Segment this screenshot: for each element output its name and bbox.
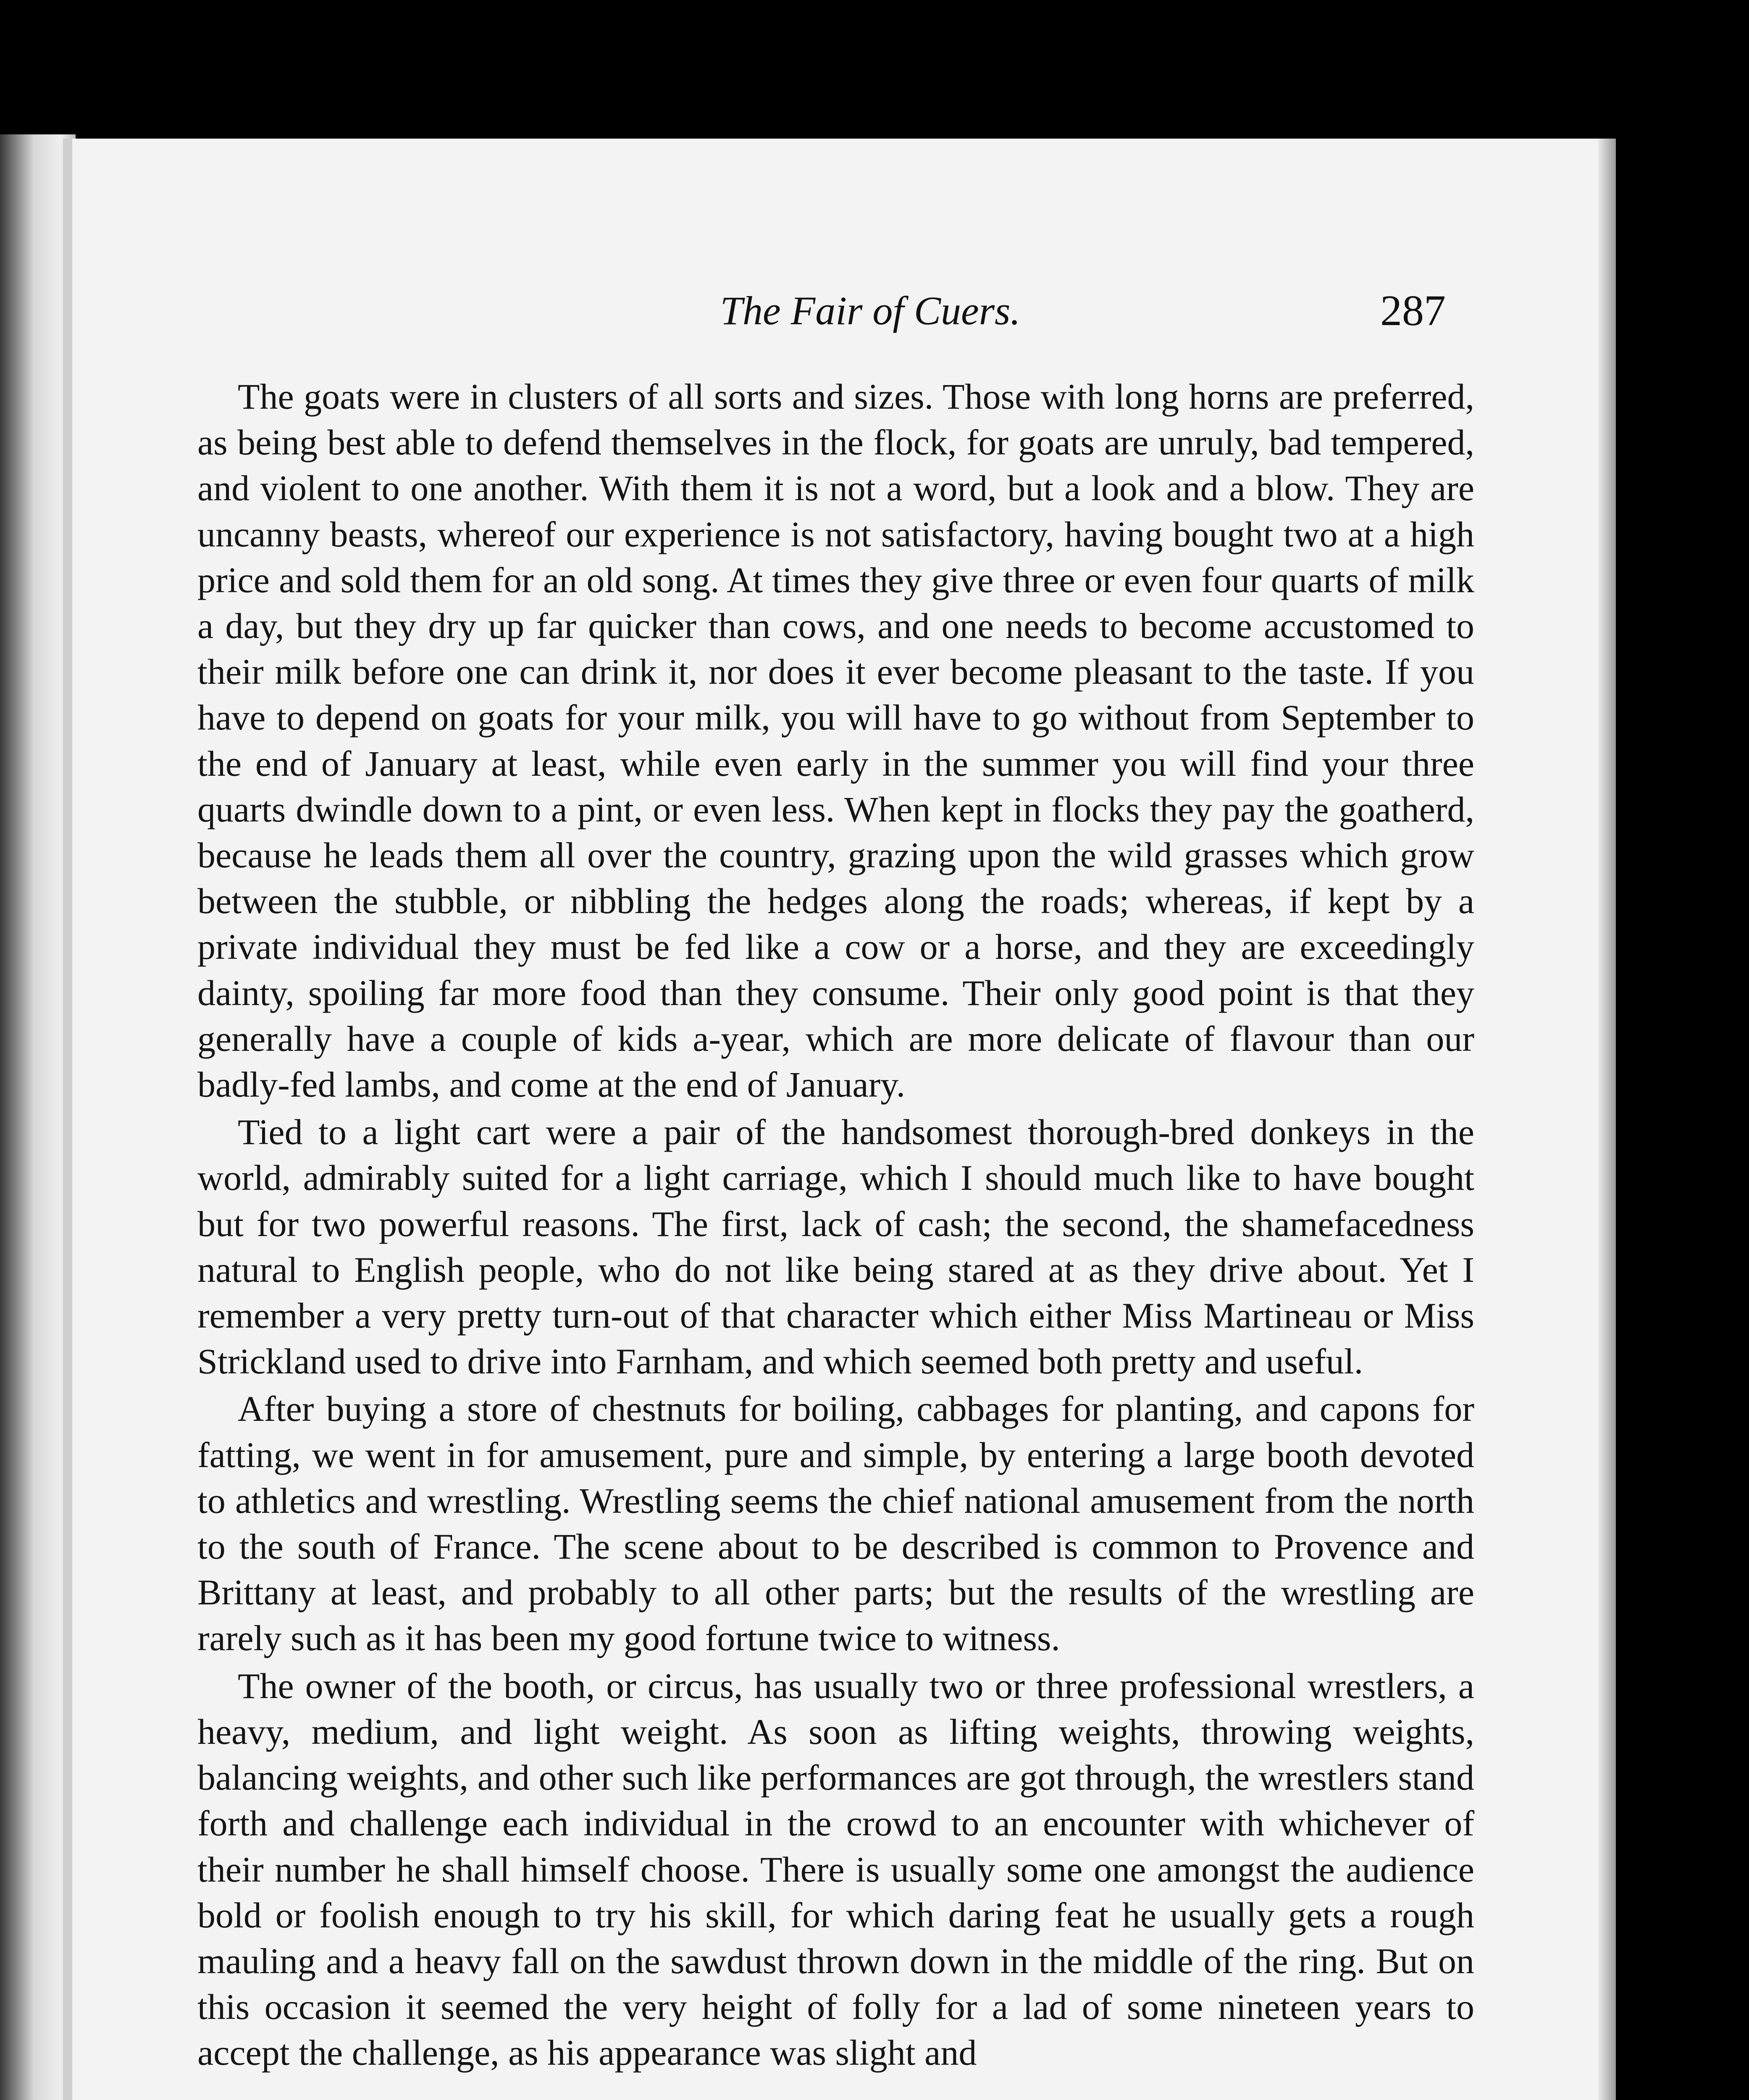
paragraph-wrestling-booth: After buying a store of chestnuts for boiling, cabbages for planting, and capons for fatting, we went in for amusement, pure and simple, by entering a large booth devoted to athletics and wrestling. Wrestling seems the chief national amusement from the north to the south of France. The scene about to be described is common to Provence and Brittany at least, and probably to all other parts; but the results of the wrestling are rarely such as it has been my good fortune twice to witness.: [197, 1389, 1474, 1659]
page-number: 287: [1380, 286, 1446, 335]
running-head: [72, 277, 1454, 344]
page-right-edge: [1598, 139, 1616, 2100]
paragraph-wrestlers: The owner of the booth, or circus, has usually two or three professional wrestlers, a heavy, medium, and light weight. As soon as lifting weights, throwing weights, balancing weights, and other such like performances are got through, the wrestlers stand forth and challenge each individual in the crowd to an encounter with whichever of their number he shall himself choose. There is usually some one amongst the audience bold or foolish enough to try his skill, for which daring feat he usually gets a rough mauling and a heavy fall on the sawdust thrown down in the middle of the ring. But on this occasion it seemed the very height of folly for a lad of some nineteen years to accept the challenge, as his appearance was slight and: [197, 1665, 1474, 2073]
running-title: The Fair of Cuers.: [720, 288, 1021, 333]
paragraph-donkeys: Tied to a light cart were a pair of the handsomest thorough-bred donkeys in the world, admirably suited for a light carriage, which I should much like to have bought but for two powerful reasons. The first, lack of cash; the second, the shamefacedness natural to English people, who do not like being stared at as they drive about. Yet I remember a very pretty turn-out of that character which either Miss Martineau or Miss Strickland used to drive into Farnham, and which seemed both pretty and useful.: [197, 1112, 1474, 1382]
book-page: [63, 139, 1598, 2100]
body-text: [197, 374, 1474, 2078]
paragraph-goats: The goats were in clusters of all sorts and sizes. Those with long horns are preferred, as being best able to defend themselves in the flock, for goats are unruly, bad tempered, and violent to one another. With them it is not a word, but a look and a blow. They are uncanny beasts, whereof our experience is not satisfactory, having bought two at a high price and sold them for an old song. At times they give three or even four quarts of milk a day, but they dry up far quicker than cows, and one needs to become accustomed to their milk before one can drink it, nor does it ever become pleasant to the taste. If you have to depend on goats for your milk, you will have to go without from September to the end of January at least, while even early in the summer you will find your three quarts dwindle down to a pint, or even less. When kept in flocks they pay the goatherd, because he leads them all over the country, grazing upon the wild grasses which grow between the stubble, or nibbling the hedges along the roads; whereas, if kept by a private individual they must be fed like a cow or a horse, and they are exceedingly dainty, spoiling far more food than they consume. Their only good point is that they generally have a couple of kids a-year, which are more delicate of flavour than our badly-fed lambs, and come at the end of January.: [197, 376, 1474, 1105]
